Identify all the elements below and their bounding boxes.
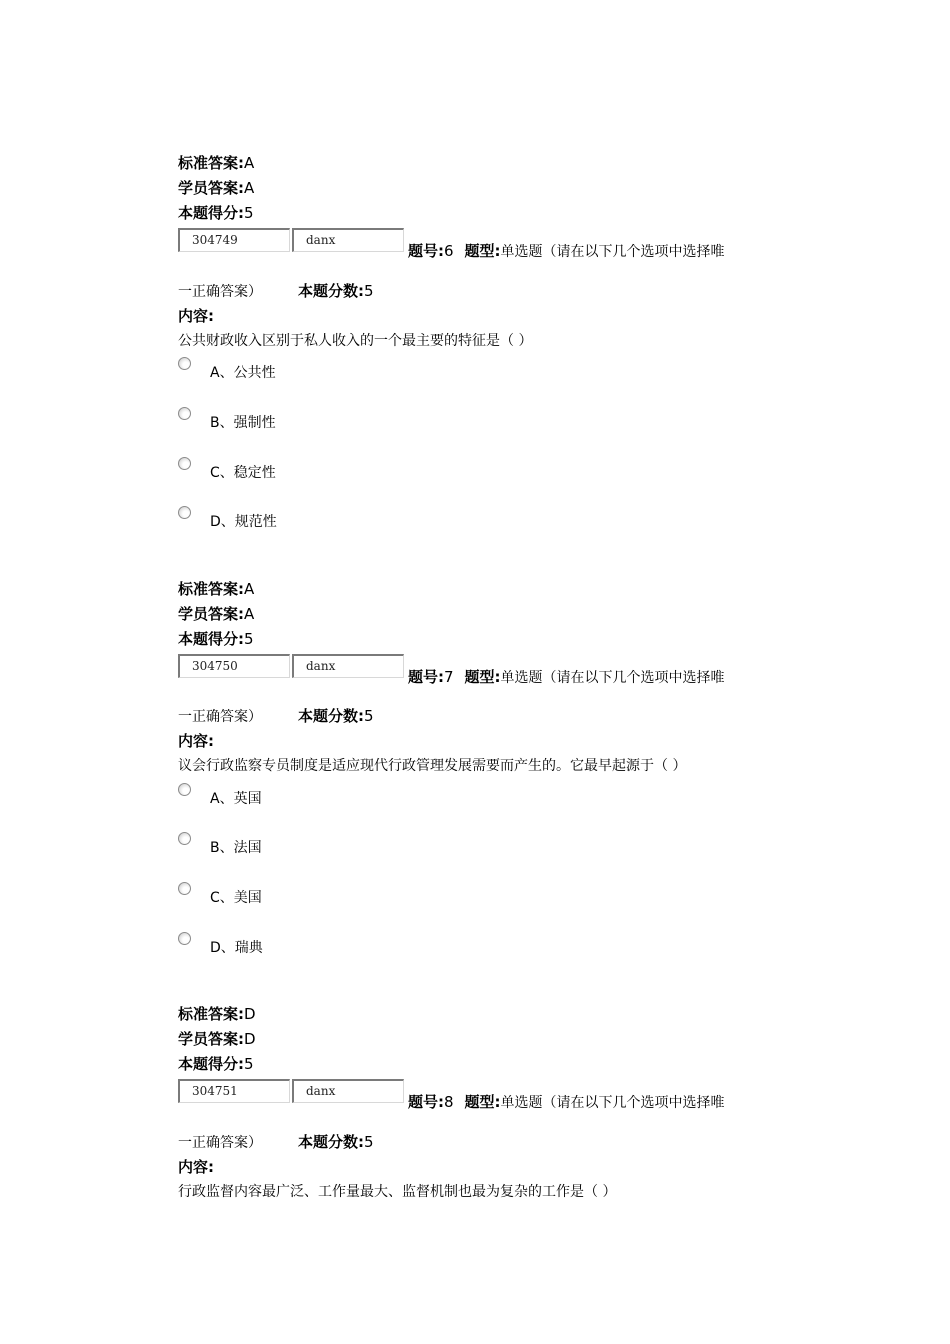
- question-code-field[interactable]: danx: [292, 654, 404, 678]
- question-number: 7: [444, 668, 454, 686]
- option-d-label: D、规范性: [210, 514, 277, 530]
- student-answer-value: A: [244, 605, 255, 623]
- standard-answer-line: 标准答案:A: [178, 580, 255, 598]
- question-points: 5: [364, 282, 374, 300]
- option-b-radio[interactable]: [178, 832, 191, 845]
- question-text: 议会行政监察专员制度是适应现代行政管理发展需要而产生的。它最早起源于（ ）: [178, 758, 687, 774]
- content-label: 内容:: [178, 307, 214, 325]
- option-a-radio[interactable]: [178, 357, 191, 370]
- question-text: 公共财政收入区别于私人收入的一个最主要的特征是（ ）: [178, 333, 533, 349]
- option-a-label: A、英国: [210, 791, 262, 807]
- score-obtained-value: 5: [244, 204, 254, 222]
- option-b-label: B、强制性: [210, 415, 276, 431]
- question-id-field[interactable]: 304750: [178, 654, 290, 678]
- student-answer-line: 学员答案:A: [178, 179, 255, 197]
- option-c-radio[interactable]: [178, 882, 191, 895]
- question-type-cont: 一正确答案） 本题分数:5: [178, 1133, 374, 1151]
- question-type-cont: 一正确答案） 本题分数:5: [178, 282, 374, 300]
- question-type-cont: 一正确答案） 本题分数:5: [178, 707, 374, 725]
- question-points: 5: [364, 1133, 374, 1151]
- option-c-radio[interactable]: [178, 457, 191, 470]
- content-label: 内容:: [178, 732, 214, 750]
- score-obtained-value: 5: [244, 630, 254, 648]
- question-id-field[interactable]: 304751: [178, 1079, 290, 1103]
- option-b-label: B、法国: [210, 840, 262, 856]
- option-b-radio[interactable]: [178, 407, 191, 420]
- question-type: 单选题（请在以下几个选项中选择唯: [500, 1095, 725, 1111]
- option-d-label: D、瑞典: [210, 940, 263, 956]
- question-code-field[interactable]: danx: [292, 1079, 404, 1103]
- standard-answer-line: 标准答案:D: [178, 1005, 256, 1023]
- option-d-radio[interactable]: [178, 932, 191, 945]
- question-text: 行政监督内容最广泛、工作量最大、监督机制也最为复杂的工作是（ ）: [178, 1184, 617, 1200]
- score-obtained-line: 本题得分:5: [178, 204, 254, 222]
- option-c-label: C、美国: [210, 890, 262, 906]
- question-header: 题号:8 题型:单选题（请在以下几个选项中选择唯: [408, 1093, 725, 1111]
- question-header: 题号:7 题型:单选题（请在以下几个选项中选择唯: [408, 668, 725, 686]
- student-answer-value: A: [244, 179, 255, 197]
- question-code-field[interactable]: danx: [292, 228, 404, 252]
- score-obtained-line: 本题得分:5: [178, 630, 254, 648]
- option-a-radio[interactable]: [178, 783, 191, 796]
- standard-answer-value: D: [244, 1005, 256, 1023]
- question-type: 单选题（请在以下几个选项中选择唯: [500, 244, 725, 260]
- question-number: 6: [444, 242, 454, 260]
- student-answer-line: 学员答案:A: [178, 605, 255, 623]
- standard-answer-line: 标准答案:A: [178, 154, 255, 172]
- question-header: 题号:6 题型:单选题（请在以下几个选项中选择唯: [408, 242, 725, 260]
- score-obtained-line: 本题得分:5: [178, 1055, 254, 1073]
- content-label: 内容:: [178, 1158, 214, 1176]
- question-number: 8: [444, 1093, 454, 1111]
- standard-answer-value: A: [244, 580, 255, 598]
- student-answer-line: 学员答案:D: [178, 1030, 256, 1048]
- student-answer-value: D: [244, 1030, 256, 1048]
- option-a-label: A、公共性: [210, 365, 276, 381]
- standard-answer-value: A: [244, 154, 255, 172]
- question-points: 5: [364, 707, 374, 725]
- question-id-field[interactable]: 304749: [178, 228, 290, 252]
- option-c-label: C、稳定性: [210, 465, 276, 481]
- option-d-radio[interactable]: [178, 506, 191, 519]
- score-obtained-value: 5: [244, 1055, 254, 1073]
- question-type: 单选题（请在以下几个选项中选择唯: [500, 670, 725, 686]
